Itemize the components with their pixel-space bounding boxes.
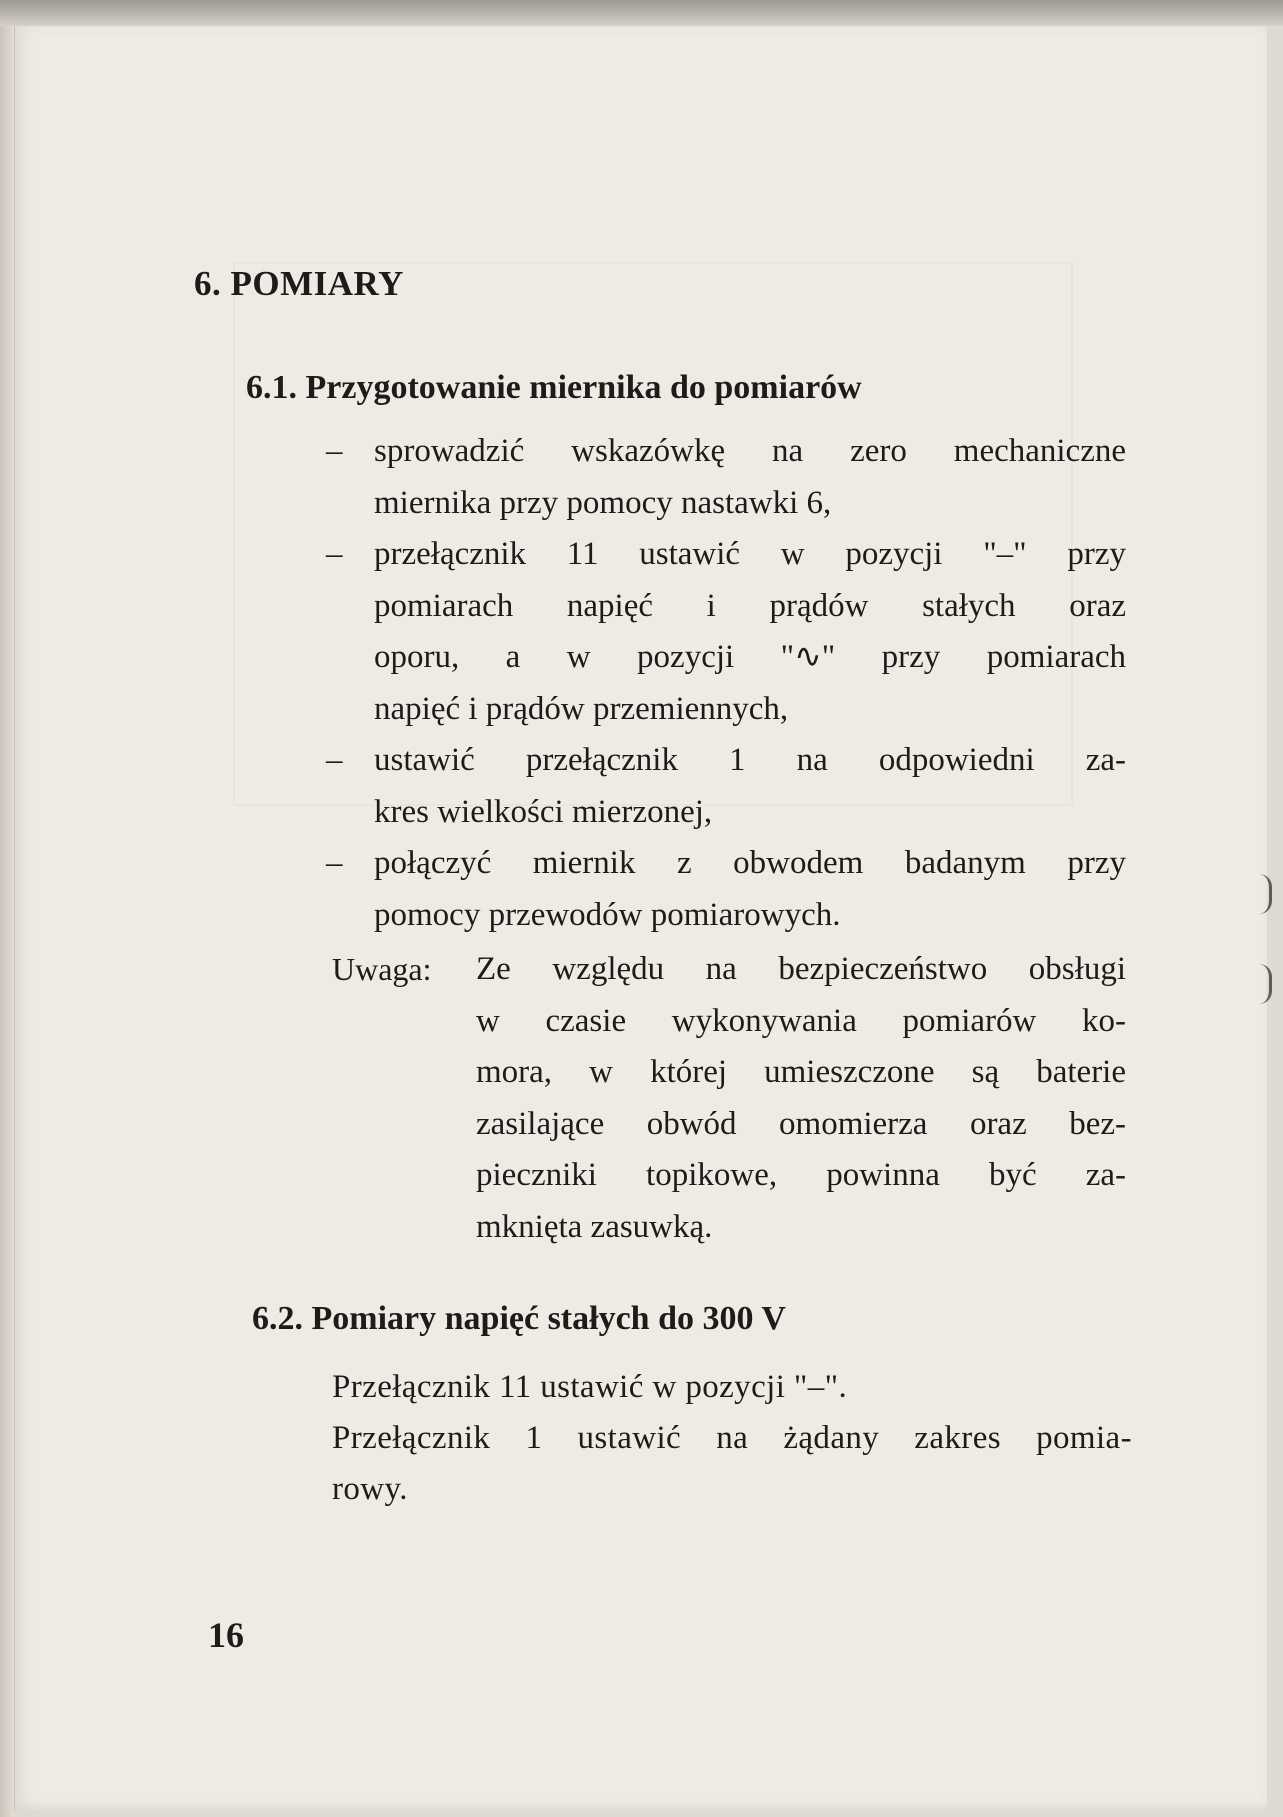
dash-bullet: – <box>326 433 343 469</box>
list-item <box>326 838 1126 941</box>
dash-bullet: – <box>326 536 343 572</box>
list-item-line: połączyć miernik z obwodem badanym przy <box>374 845 1126 881</box>
subsection-title-6-1: 6.1. Przygotowanie miernika do pomiarów <box>246 369 862 406</box>
list-item-line: przełącznik 11 ustawić w pozycji "–" przy <box>374 536 1126 572</box>
section-title: 6. POMIARY <box>194 264 404 303</box>
note-line: mora, w której umieszczone są baterie <box>476 1054 1126 1091</box>
staple-top <box>1259 874 1272 914</box>
staple-bottom <box>1259 964 1272 1004</box>
paragraph-line: Przełącznik 1 ustawić na żądany zakres pomia- <box>332 1420 1132 1456</box>
dash-bullet: – <box>326 742 343 778</box>
list-item-line: napięć i prądów przemiennych, <box>374 690 789 727</box>
list-item-line: kres wielkości mierzonej, <box>374 793 713 830</box>
note-label: Uwaga: <box>332 951 432 987</box>
subsection-title-6-2: 6.2. Pomiary napięć stałych do 300 V <box>252 1300 786 1337</box>
page-edge-left <box>0 26 14 1817</box>
list-item-line: oporu, a w pozycji "∿" przy pomiarach <box>374 639 1126 675</box>
dash-bullet: – <box>326 845 343 881</box>
page-edge-top <box>0 0 1283 26</box>
page-number: 16 <box>208 1615 244 1655</box>
list-item <box>326 735 1126 838</box>
list-item-line: sprowadzić wskazówkę na zero mechaniczne <box>374 433 1126 469</box>
subsection-6-2-paragraph <box>332 1362 1132 1515</box>
list-item <box>326 426 1126 529</box>
list-item <box>326 529 1126 735</box>
paragraph-line: rowy. <box>332 1471 408 1507</box>
list-item-line: pomocy przewodów pomiarowych. <box>374 896 841 933</box>
list-item-line: pomiarach napięć i prądów stałych oraz <box>374 587 1126 624</box>
note-line: pieczniki topikowe, powinna być za- <box>476 1157 1126 1194</box>
note-body <box>476 944 1126 1254</box>
list-item-line: ustawić przełącznik 1 na odpowiedni za- <box>374 742 1126 778</box>
note-line: w czasie wykonywania pomiarów ko- <box>476 1002 1126 1039</box>
note-line: zasilające obwód omomierza oraz bez- <box>476 1105 1126 1142</box>
note-line: mknięta zasuwką. <box>476 1208 713 1245</box>
paragraph-line: Przełącznik 11 ustawić w pozycji "–". <box>332 1369 848 1405</box>
preparation-steps-list <box>326 426 1126 941</box>
list-item-line: miernika przy pomocy nastawki 6, <box>374 484 832 521</box>
note-line: Ze względu na bezpieczeństwo obsługi <box>476 951 1126 987</box>
